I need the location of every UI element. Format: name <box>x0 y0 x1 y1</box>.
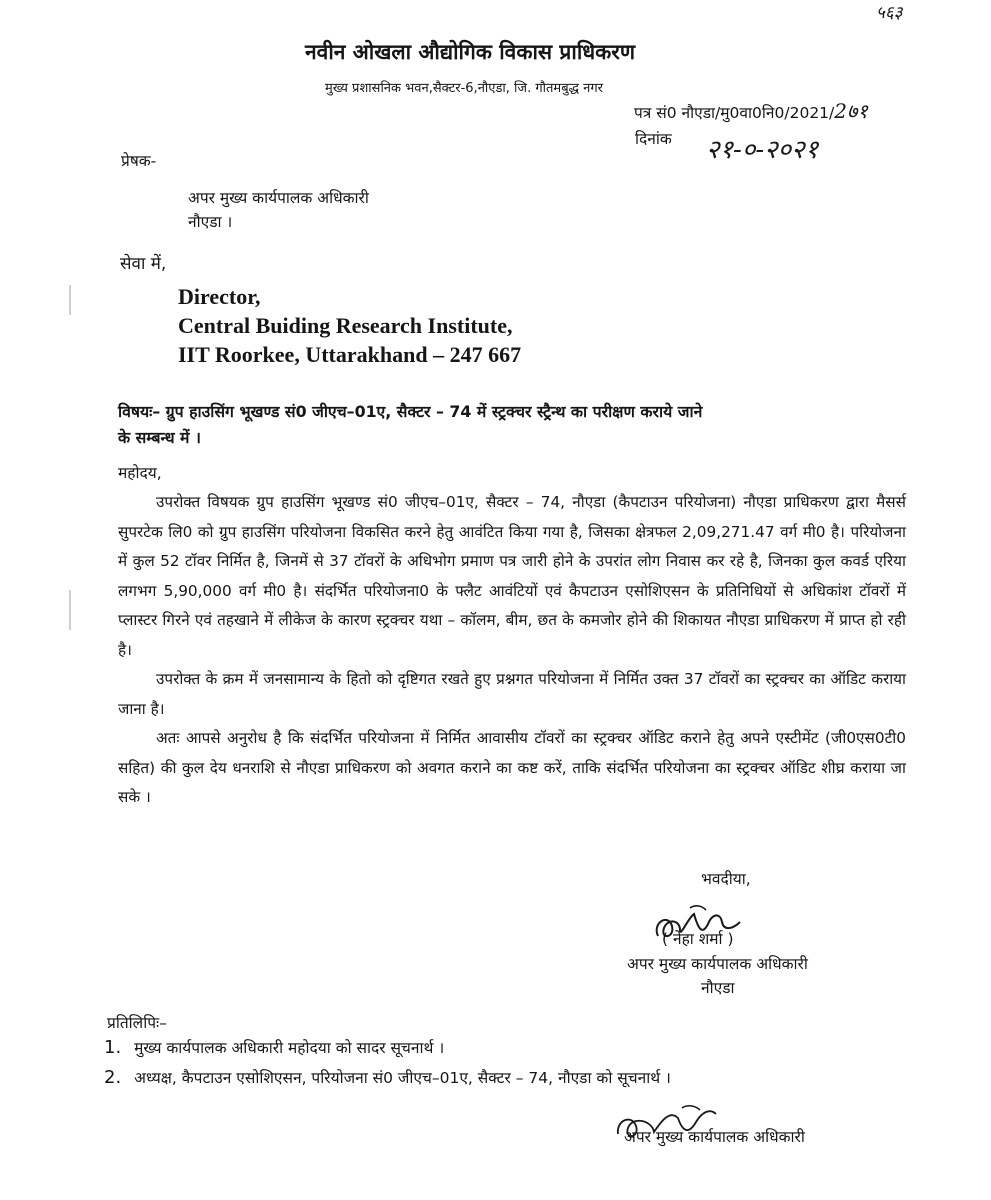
body-paragraph-1: उपरोक्त विषयक ग्रुप हाउसिंग भूखण्ड सं0 जीएच–01ए, सैक्टर – 74, नौएडा (कैपटाउन परियोजना) नौएडा प्राधिकरण द्वारा मैसर्स सुपरटेक लि0 को ग्रुप हाउसिंग परियोजना विकसित करने हेतु आवंटित किया गया है, जिसका क्षेत्रफल 2,09,271.47 वर्ग मी0 है। परियोजना में कुल 52 टॉवर निर्मित है, जिनमें से 37 टॉवरों के अधिभोग प्रमाण पत्र जारी होने के उपरांत लोग निवास कर रहे है, जिनका कुल कवर्ड एरिया लगभग 5,90,000 वर्ग मी0 है। संदर्भित परियोजना0 के फ्लैट आवंटियों एवं कैपटाउन एसोशिएसन के प्रतिनिधियों से अधिकांश टॉवरों में प्लास्टर गिरने एवं तहखाने में लीकेज के कारण स्ट्रक्चर यथा – कॉलम, बीम, छत के कमजोर होने की शिकायत नौएडा प्राधिकरण में प्राप्त हो रही है। <box>118 493 906 659</box>
org-address: मुख्य प्रशासनिक भवन,सैक्टर-6,नौएडा, जि. गौतमबुद्ध नगर <box>325 81 603 96</box>
reference-number <box>634 97 868 124</box>
recipient-line-3: IIT Roorkee, Uttarakhand – 247 667 <box>178 342 522 367</box>
signatory-place: नौएडा <box>701 979 735 997</box>
letter-body <box>118 488 906 813</box>
closing-yours: भवदीया, <box>701 870 751 888</box>
scan-mark <box>69 285 71 315</box>
subject-line-1 <box>118 399 702 425</box>
sender-place: नौएडा । <box>188 213 233 231</box>
date-label: दिनांक <box>635 130 672 148</box>
body-paragraph-3: अतः आपसे अनुरोध है कि संदर्भित परियोजना में निर्मित आवासीय टॉवरों का स्ट्रक्चर ऑडिट कराने हेतु अपने एस्टीमेंट (जी0एस0टी0 सहित) की कुल देय धनराशि से नौएडा प्राधिकरण को अवगत कराने का कष्ट करें, ताकि संदर्भित परियोजना का स्ट्रक्चर ऑडिट शीघ्र कराया जा सके । <box>118 729 906 806</box>
footer-designation: अपर मुख्य कार्यपालक अधिकारी <box>624 1128 805 1146</box>
signatory-name: ( नेहा शर्मा ) <box>662 930 734 948</box>
copy-item-number: 2. <box>104 1067 122 1088</box>
salutation: महोदय, <box>118 464 162 482</box>
copy-item-text: मुख्य कार्यपालक अधिकारी महोदया को सादर सूचनार्थ । <box>134 1039 445 1057</box>
reference-label: पत्र सं0 नौएडा/मु0वा0नि0/2021/ <box>634 104 835 122</box>
org-name: नवीन ओखला औद्योगिक विकास प्राधिकरण <box>305 40 636 64</box>
recipient-line-2: Central Buiding Research Institute, <box>178 313 513 338</box>
recipient-label: सेवा में, <box>120 254 167 274</box>
copy-item <box>104 1036 444 1058</box>
sender-label: प्रेषक- <box>121 152 157 170</box>
page-number-mark: ५६३ <box>876 3 903 23</box>
reference-handwritten-number: 2७१ <box>834 99 868 123</box>
copy-item <box>104 1066 671 1088</box>
subject-text: ग्रुप हाउसिंग भूखण्ड सं0 जीएच–01ए, सैक्टर – 74 में स्ट्रक्चर स्ट्रैन्थ का परीक्षण कराये जाने <box>165 402 703 421</box>
subject-label: विषयः– <box>118 402 161 421</box>
sender-designation: अपर मुख्य कार्यपालक अधिकारी <box>188 189 369 207</box>
subject-line-2: के सम्बन्ध में । <box>118 428 201 447</box>
subject-block <box>118 399 702 451</box>
recipient-line-1: Director, <box>178 284 261 309</box>
signatory-designation: अपर मुख्य कार्यपालक अधिकारी <box>627 955 808 973</box>
copy-label: प्रतिलिपिः– <box>107 1014 167 1032</box>
copy-item-text: अध्यक्ष, कैपटाउन एसोशिएसन, परियोजना सं0 जीएच–01ए, सैक्टर – 74, नौएडा को सूचनार्थ । <box>134 1069 671 1087</box>
date-handwritten: २१-०-२०२१ <box>706 135 819 165</box>
body-paragraph-2: उपरोक्त के क्रम में जनसामान्य के हितो को दृष्टिगत रखते हुए प्रश्नगत परियोजना में निर्मित उक्त 37 टॉवरों का स्ट्रक्चर का ऑडिट कराया जाना है। <box>118 670 906 718</box>
scan-mark <box>69 590 71 630</box>
copy-item-number: 1. <box>104 1037 122 1058</box>
